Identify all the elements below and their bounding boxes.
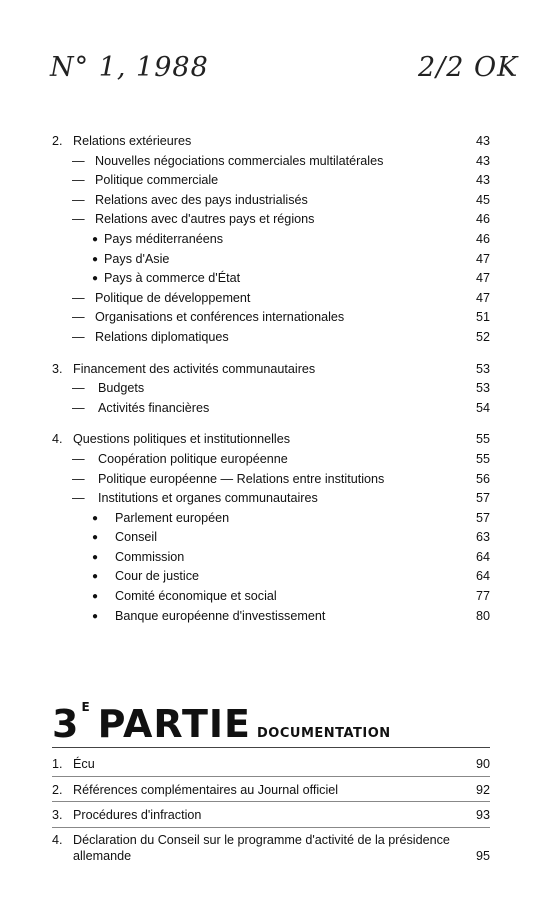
dash-marker: — — [72, 381, 85, 396]
entry-page: 47 — [475, 251, 490, 266]
part-3-heading — [52, 700, 391, 746]
entry-label: Politique commerciale — [95, 173, 219, 188]
toc-entry[interactable] — [52, 210, 490, 230]
divider-line — [52, 747, 490, 748]
dash-marker: — — [72, 329, 85, 344]
entry-label: Banque européenne d'investissement — [115, 608, 326, 623]
entry-label: Comité économique et social — [115, 589, 277, 604]
toc-entry[interactable] — [52, 755, 490, 775]
divider-line — [52, 827, 490, 828]
entry-label: Pays méditerranéens — [104, 231, 224, 246]
bullet-icon: ● — [92, 273, 99, 285]
entry-number: 3. — [52, 808, 63, 823]
entry-page: 43 — [475, 173, 490, 188]
entry-label: Institutions et organes communautaires — [98, 491, 318, 506]
entry-page: 63 — [475, 530, 490, 545]
entry-label: Relations extérieures — [73, 134, 192, 148]
entry-number: 4. — [52, 832, 63, 847]
toc-entry[interactable] — [52, 587, 490, 607]
toc-entry[interactable] — [52, 450, 490, 470]
entry-label: Questions politiques et institutionnelles — [73, 432, 291, 447]
entry-label: Commission — [115, 549, 185, 564]
entry-page: 45 — [475, 192, 490, 207]
entry-page: 64 — [475, 549, 490, 564]
entry-page: 47 — [475, 271, 490, 286]
entry-label: Pays à commerce d'État — [104, 271, 241, 286]
toc-entry[interactable] — [52, 607, 490, 627]
entry-label: Conseil — [115, 530, 157, 545]
dash-marker: — — [72, 290, 85, 305]
entry-label: Coopération politique européenne — [98, 451, 288, 466]
entry-page: 43 — [475, 134, 490, 148]
entry-page: 56 — [475, 471, 490, 486]
handwritten-ok-note: 2/2 OK — [418, 52, 519, 83]
bullet-icon: ● — [92, 591, 99, 603]
toc-entry[interactable] — [52, 548, 490, 568]
toc-entry[interactable] — [52, 269, 490, 289]
entry-page: 92 — [475, 782, 490, 797]
entry-page: 77 — [475, 589, 490, 604]
toc-entry[interactable] — [52, 470, 490, 490]
toc-entry[interactable] — [52, 191, 490, 211]
dash-marker: — — [72, 153, 85, 168]
toc-entry[interactable] — [52, 567, 490, 587]
entry-page: 47 — [475, 290, 490, 305]
toc-entry[interactable] — [52, 399, 490, 419]
bullet-icon: ● — [92, 512, 99, 524]
entry-page: 55 — [475, 451, 490, 466]
part-subtitle: DOCUMENTATION — [257, 726, 391, 741]
entry-page: 80 — [475, 608, 490, 623]
entry-label: Relations diplomatiques — [95, 329, 229, 344]
part-word: PARTIE — [97, 702, 251, 746]
entry-label: Pays d'Asie — [104, 251, 170, 266]
entry-label: Relations avec des pays industrialisés — [95, 192, 308, 207]
documentation-contents — [52, 755, 490, 866]
divider-line — [52, 776, 490, 777]
dash-marker: — — [72, 173, 85, 188]
toc-entry[interactable] — [52, 489, 490, 509]
entry-number: 2. — [52, 134, 63, 148]
bullet-icon: ● — [92, 253, 99, 265]
entry-page: 55 — [475, 432, 490, 447]
entry-page: 57 — [475, 491, 490, 506]
handwritten-issue-note: N° 1, 1988 — [50, 52, 209, 83]
toc-entry[interactable] — [52, 328, 490, 348]
toc-entry[interactable] — [52, 230, 490, 250]
toc-entry[interactable] — [52, 152, 490, 172]
entry-number: 3. — [52, 361, 63, 376]
toc-entry[interactable] — [52, 360, 490, 380]
entry-number: 2. — [52, 782, 63, 797]
toc-entry[interactable] — [52, 781, 490, 801]
toc-entry[interactable] — [52, 832, 490, 866]
toc-entry[interactable] — [52, 806, 490, 826]
entry-page: 90 — [475, 757, 490, 771]
entry-page: 54 — [475, 400, 490, 415]
dash-marker: — — [72, 491, 85, 506]
entry-page: 93 — [475, 808, 490, 823]
toc-entry[interactable] — [52, 250, 490, 270]
entry-label: Relations avec d'autres pays et régions — [95, 212, 315, 227]
entry-label: Organisations et conférences internationales — [95, 310, 345, 325]
divider-line — [52, 801, 490, 802]
entry-page: 52 — [475, 329, 490, 344]
bullet-icon: ● — [92, 551, 99, 563]
toc-entry[interactable] — [52, 379, 490, 399]
entry-label: Financement des activités communautaires — [73, 361, 316, 376]
toc-entry[interactable] — [52, 528, 490, 548]
entry-page: 46 — [475, 212, 490, 227]
entry-page: 43 — [475, 153, 490, 168]
table-of-contents — [52, 132, 490, 626]
entry-label: Parlement européen — [115, 510, 230, 525]
entry-page: 46 — [475, 231, 490, 246]
entry-page: 64 — [475, 569, 490, 584]
entry-page: 57 — [475, 510, 490, 525]
dash-marker: — — [72, 471, 85, 486]
toc-entry[interactable] — [52, 171, 490, 191]
toc-entry[interactable] — [52, 308, 490, 328]
entry-label: Déclaration du Conseil sur le programme d'activité de la présidence allemande — [73, 832, 450, 863]
section-gap — [52, 348, 490, 360]
entry-label: Activités financières — [98, 400, 210, 415]
entry-number: 4. — [52, 432, 63, 447]
entry-label: Nouvelles négociations commerciales multilatérales — [95, 153, 384, 168]
toc-entry[interactable] — [52, 430, 490, 450]
toc-entry[interactable] — [52, 289, 490, 309]
section-gap — [52, 418, 490, 430]
entry-label: Politique européenne — Relations entre institutions — [98, 471, 385, 486]
dash-marker: — — [72, 451, 85, 466]
entry-label: Procédures d'infraction — [73, 808, 202, 823]
dash-marker: — — [72, 400, 85, 415]
entry-label: Cour de justice — [115, 569, 199, 584]
dash-marker: — — [72, 192, 85, 207]
dash-marker: — — [72, 310, 85, 325]
bullet-icon: ● — [92, 571, 99, 583]
bullet-icon: ● — [92, 532, 99, 544]
entry-number: 1. — [52, 757, 63, 771]
entry-label: Références complémentaires au Journal officiel — [73, 782, 339, 797]
bullet-icon: ● — [92, 610, 99, 622]
entry-label: Politique de développement — [95, 290, 251, 305]
toc-entry[interactable] — [52, 509, 490, 529]
entry-page: 51 — [475, 310, 490, 325]
entry-label: Budgets — [98, 381, 145, 396]
entry-page: 53 — [475, 361, 490, 376]
entry-page: 95 — [475, 848, 490, 863]
part-number: 3 — [52, 702, 80, 746]
entry-page: 53 — [475, 381, 490, 396]
dash-marker: — — [72, 212, 85, 227]
entry-label: Écu — [73, 757, 95, 771]
part-number-superscript: E — [81, 700, 90, 714]
bullet-icon: ● — [92, 233, 99, 245]
toc-entry[interactable] — [52, 132, 490, 152]
